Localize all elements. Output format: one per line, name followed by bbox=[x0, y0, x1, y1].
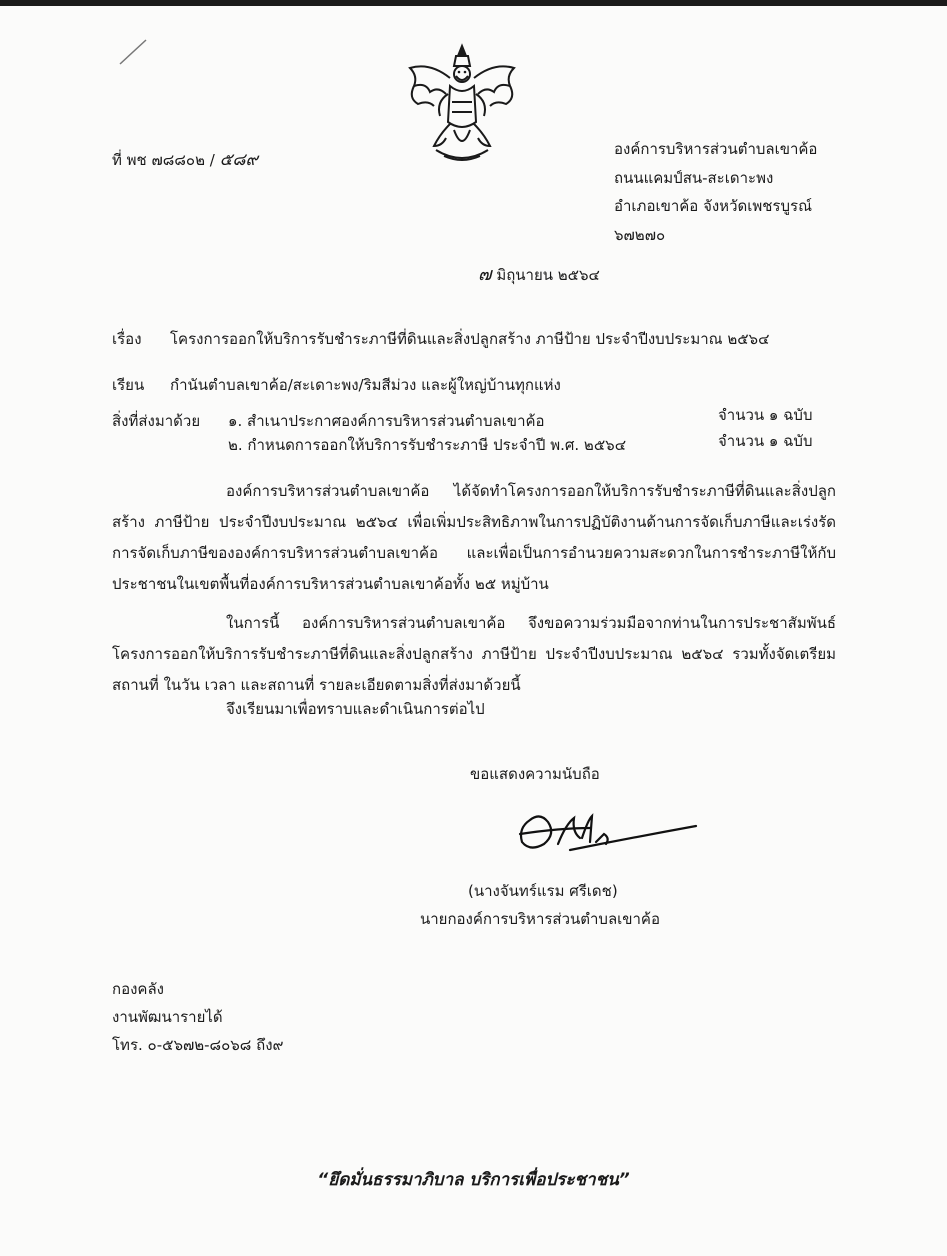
date-month-year: มิถุนายน ๒๕๖๔ bbox=[496, 266, 600, 284]
smudge-mark bbox=[112, 36, 152, 66]
body-paragraph-2: ในการนี้ องค์การบริหารส่วนตำบลเขาค้อ จึงขอความร่วมมือจากท่านในการประชาสัมพันธ์โครงการออกให้บริการรับชำระภาษีที่ดินและสิ่งปลูกสร้าง ภาษีป้าย ประจำปีงบประมาณ ๒๕๖๔ รวมทั้งจัดเตรียมสถานที่ ในวัน เวลา และสถานที่ รายละเอียดตามสิ่งที่ส่งมาด้วยนี้ bbox=[112, 614, 836, 694]
enclosure-item-2-qty: จำนวน ๑ ฉบับ bbox=[718, 432, 813, 450]
reference-label: ที่ พช ๗๘๘๐๒ / bbox=[112, 151, 215, 169]
sender-address-line2: อำเภอเขาค้อ จังหวัดเพชรบูรณ์ bbox=[614, 197, 812, 215]
garuda-emblem-icon bbox=[400, 42, 524, 168]
body-paragraph-3: จึงเรียนมาเพื่อทราบและดำเนินการต่อไป bbox=[226, 700, 485, 718]
letter-date bbox=[478, 264, 600, 286]
date-day-handwritten: ๗ bbox=[478, 264, 492, 285]
closing-regards: ขอแสดงความนับถือ bbox=[470, 765, 600, 783]
signer-name: (นางจันทร์แรม ศรีเดช) bbox=[468, 882, 618, 900]
reference-handwritten-number: ๕๘๙ bbox=[219, 150, 258, 170]
handwritten-signature-icon bbox=[500, 798, 700, 858]
recipient-text: กำนันตำบลเขาค้อ/สะเดาะพง/ริมสีม่วง และผู้ใหญ่บ้านทุกแห่ง bbox=[170, 376, 561, 394]
footer-phone: โทร. ๐-๕๖๗๒-๘๐๖๘ ถึง๙ bbox=[112, 1036, 284, 1054]
enclosure-item-1: ๑. สำเนาประกาศองค์การบริหารส่วนตำบลเขาค้อ bbox=[228, 412, 545, 430]
footer-division: กองคลัง bbox=[112, 980, 164, 998]
enclosure-item-2: ๒. กำหนดการออกให้บริการรับชำระภาษี ประจำปี พ.ศ. ๒๕๖๔ bbox=[228, 436, 627, 454]
footer-section: งานพัฒนารายได้ bbox=[112, 1008, 223, 1026]
reference-number bbox=[112, 149, 258, 171]
enclosures-label: สิ่งที่ส่งมาด้วย bbox=[112, 412, 201, 430]
enclosure-item-1-qty: จำนวน ๑ ฉบับ bbox=[718, 406, 813, 424]
org-motto: “ยึดมั่นธรรมาภิบาล บริการเพื่อประชาชน” bbox=[317, 1170, 630, 1190]
body-paragraph-1: องค์การบริหารส่วนตำบลเขาค้อ ได้จัดทำโครงการออกให้บริการรับชำระภาษีที่ดินและสิ่งปลูกสร้าง ภาษีป้าย ประจำปีงบประมาณ ๒๕๖๔ เพื่อเพิ่มประสิทธิภาพในการปฏิบัติงานด้านการจัดเก็บภาษีและเร่งรัดการจัดเก็บภาษีขององค์การบริหารส่วนตำบลเขาค้อ และเพื่อเป็นการอำนวยความสะดวกในการชำระภาษีให้กับประชาชนในเขตพื้นที่องค์การบริหารส่วนตำบลเขาค้อทั้ง ๒๕ หมู่บ้าน bbox=[112, 482, 836, 593]
signer-title: นายกองค์การบริหารส่วนตำบลเขาค้อ bbox=[420, 910, 660, 928]
subject-text: โครงการออกให้บริการรับชำระภาษีที่ดินและสิ่งปลูกสร้าง ภาษีป้าย ประจำปีงบประมาณ ๒๕๖๔ bbox=[170, 330, 770, 348]
subject-label: เรื่อง bbox=[112, 330, 142, 348]
sender-org-name: องค์การบริหารส่วนตำบลเขาค้อ bbox=[614, 140, 818, 158]
recipient-label: เรียน bbox=[112, 376, 145, 394]
sender-address-line1: ถนนแคมป์สน-สะเดาะพง bbox=[614, 169, 774, 187]
sender-postal-code: ๖๗๒๗๐ bbox=[614, 226, 666, 244]
